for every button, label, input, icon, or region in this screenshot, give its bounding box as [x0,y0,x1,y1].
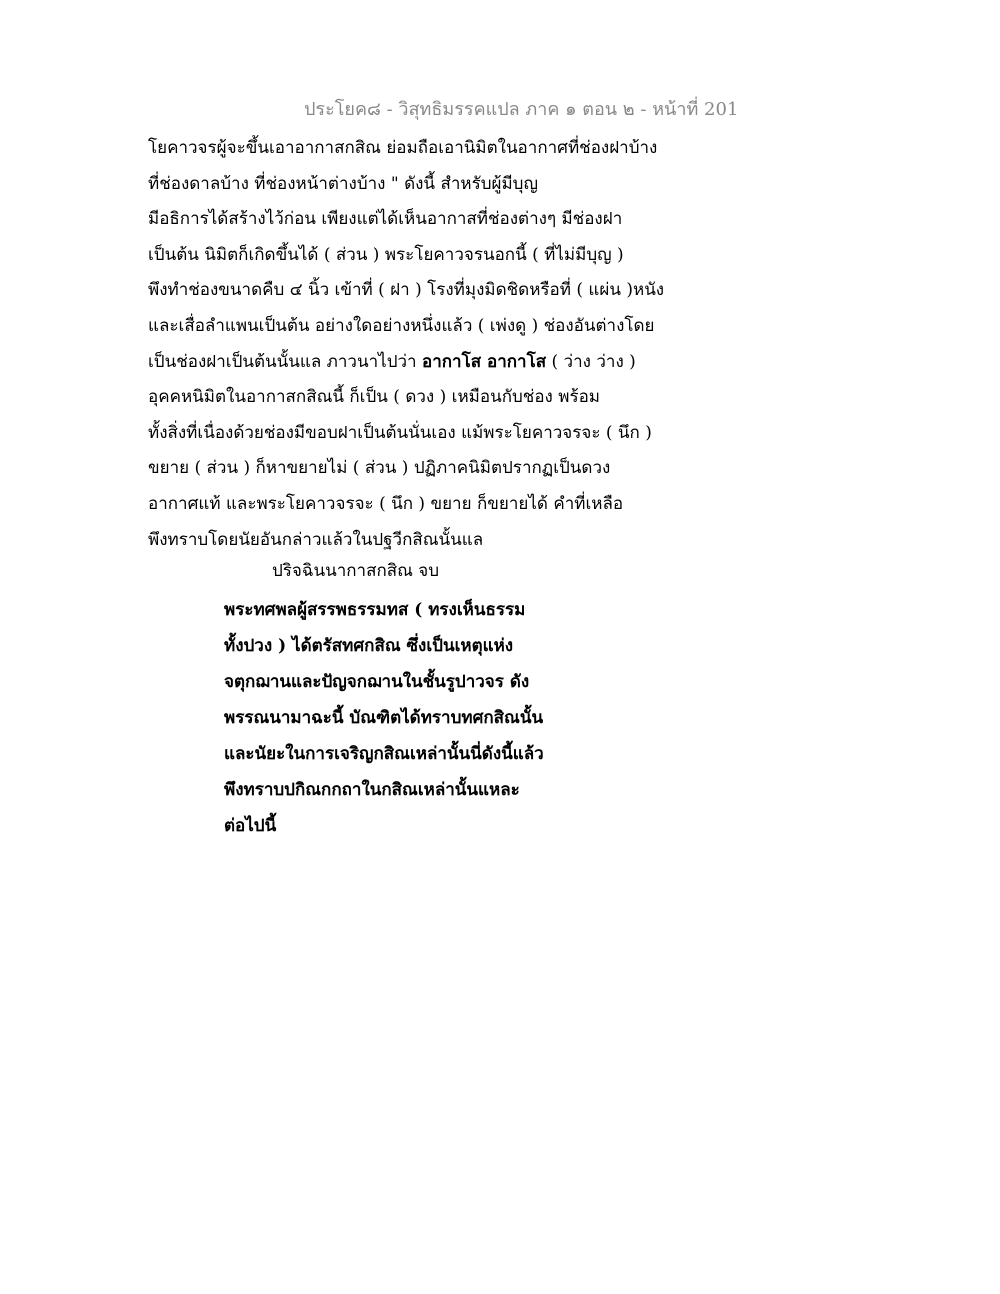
text-line: อากาศแท้ และพระโยคาวจรจะ ( นึก ) ขยาย ก็ขยายได้ คำที่เหลือ [148,493,624,514]
text-line: พึงทราบโดยนัยอันกล่าวแล้วในปฐวีกสิณนั้นแล [148,529,484,550]
text-line: ทั้งสิ่งที่เนื่องด้วยช่องมีขอบฝาเป็นต้นนั่นเอง แม้พระโยคาวจรจะ ( นึก ) [148,422,652,443]
text-line: เป็นต้น นิมิตก็เกิดขึ้นได้ ( ส่วน ) พระโยคาวจรนอกนี้ ( ที่ไม่มีบุญ ) [148,244,624,265]
text-line: ขยาย ( ส่วน ) ก็หาขยายไม่ ( ส่วน ) ปฏิภาคนิมิตปรากฏเป็นดวง [148,458,611,479]
closing-verse [224,592,744,844]
verse-line: พระทศพลผู้สรรพธรรมทส ( ทรงเห็นธรรม [224,600,526,620]
verse-line: ต่อไปนี้ [224,816,277,836]
text-line: มีอธิการได้สร้างไว้ก่อน เพียงแต่ได้เห็นอากาสที่ช่องต่างๆ มีช่องฝา [148,209,623,230]
section-end-heading: ปริจฉินนากาสกสิณ จบ [272,561,440,581]
text-line: และเสื่อลำแพนเป็นต้น อย่างใดอย่างหนึ่งแล้ว ( เพ่งดู ) ช่องอันต่างโดย [148,315,655,336]
text-line: ที่ช่องดาลบ้าง ที่ช่องหน้าต่างบ้าง " ดังนี้ สำหรับผู้มีบุญ [148,173,538,194]
bold-term: อากาโส อากาโส [421,351,547,372]
verse-line: พรรณนามาฉะนี้ บัณฑิตได้ทราบทศกสิณนั้น [224,708,544,728]
verse-line: ทั้งปวง ) ได้ตรัสทศกสิณ ซึ่งเป็นเหตุแห่ง [224,636,514,656]
text-span: เป็นช่องฝาเป็นต้นนั้นแล ภาวนาไปว่า [148,351,422,372]
text-span: ( ว่าง ว่าง ) [546,351,636,372]
verse-line: จตุกฌานและปัญจกฌานในชั้นรูปาวจร ดัง [224,672,530,692]
body-text [148,131,768,558]
text-line [148,345,768,381]
verse-line: พึงทราบปกิณกกถาในกสิณเหล่านั้นแหละ [224,780,520,800]
text-line: โยคาวจรผู้จะขึ้นเอาอากาสกสิณ ย่อมถือเอานิมิตในอากาศที่ช่องฝาบ้าง [148,138,658,158]
verse-line: และนัยะในการเจริญกสิณเหล่านั้นนี่ดังนี้แล้ว [224,744,544,764]
page-header: ประโยค๘ - วิสุทธิมรรคแปล ภาค ๑ ตอน ๒ - หน้าที่ 201 [304,99,739,120]
text-line: พึงทำช่องขนาดคืบ ๔ นิ้ว เข้าที่ ( ฝา ) โรงที่มุงมิดชิดหรือที่ ( แผ่น )หนัง [148,280,665,301]
text-line: อุคคหนิมิตในอากาสกสิณนี้ ก็เป็น ( ดวง ) เหมือนกับช่อง พร้อม [148,387,601,408]
